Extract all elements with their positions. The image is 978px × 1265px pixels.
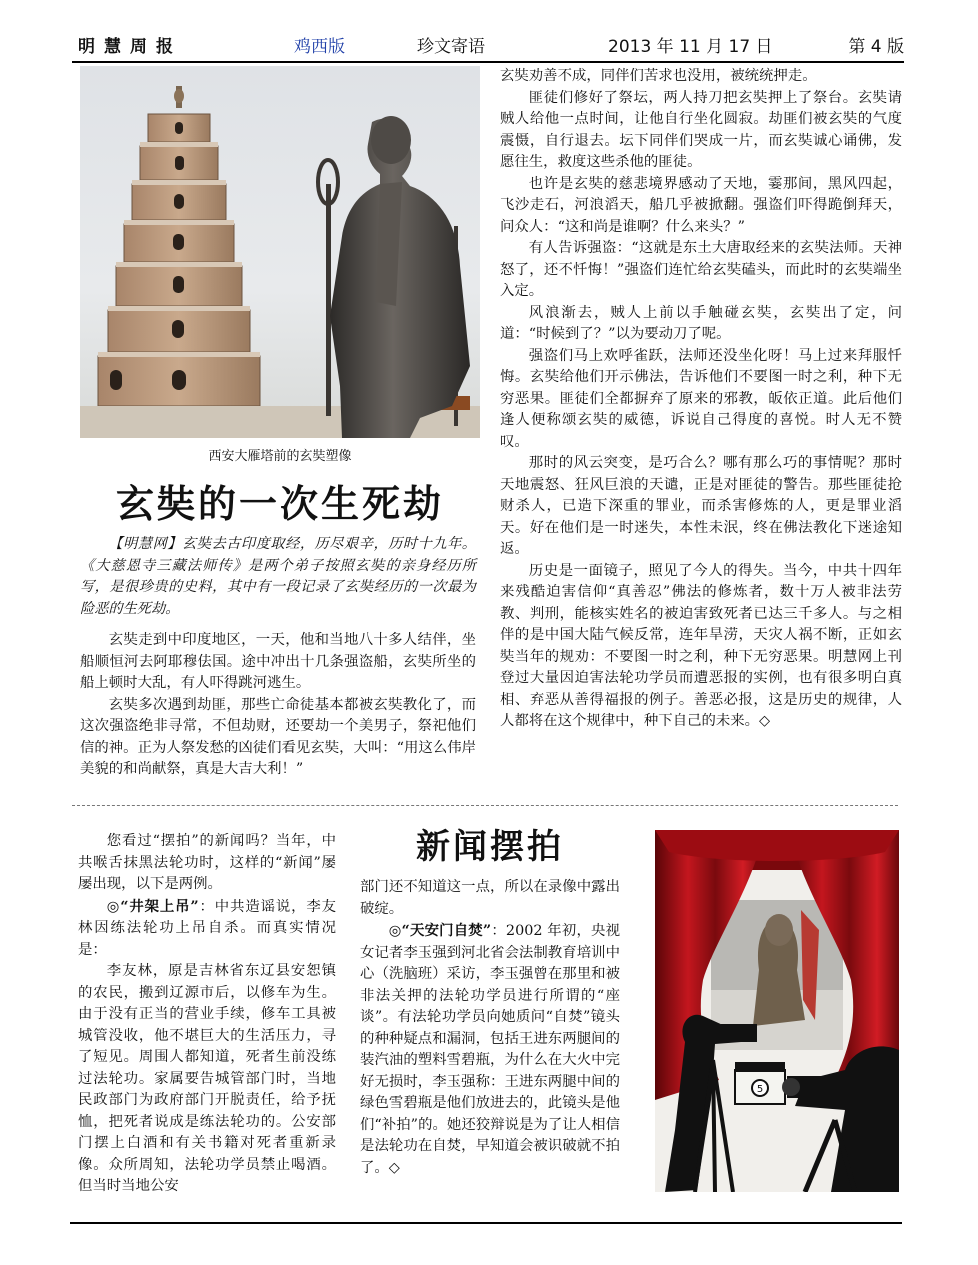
- section-divider: [72, 805, 898, 806]
- article-paragraph: 有人告诉强盗：“这就是东土大唐取经来的玄奘法师。天神怒了，还不忏悔！”强盗们连忙给玄奘磕头，而此时的玄奘端坐入定。: [500, 240, 902, 299]
- article-paragraph: 匪徒们修好了祭坛，两人持刀把玄奘押上了祭台。玄奘请贼人给他一点时间，让他自行坐化圆寂。劫匪们被玄奘的气度震慑，自行退去。坛下同伴们哭成一片，而玄奘诚心诵佛，发愿往生，救度这些杀他的匪徒。: [500, 89, 902, 170]
- issue-date: 2013 年 11 月 17 日: [608, 37, 773, 57]
- bullet-icon: ◎: [388, 923, 402, 939]
- newspaper-name: 明慧周报: [78, 37, 182, 57]
- clapper-number: 5: [756, 1084, 764, 1095]
- header-rule: [72, 61, 904, 63]
- article-paragraph: 玄奘多次遇到劫匪，那些亡命徒基本都被玄奘教化了，而这次强盗绝非寻常，不但劫财，还要劫一个美男子，祭祀他们信的神。正为人祭发愁的凶徒们看见玄奘，大叫：“用这么伟岸美貌的和尚献祭，真是大吉大利！”: [80, 696, 476, 777]
- bullet-icon: ◎: [106, 898, 121, 915]
- case1-body: 李友林，原是吉林省东辽县安恕镇的农民，搬到辽源市后，以修车为生。由于没有正当的营业手续，修车工具被城管没收，他不堪巨大的生活压力，寻了短见。周围人都知道，死者生前没练过法轮功。家属要告城管部门时，当地民政部门为政府部门开脱责任，给予抚恤，把死者说成是练法轮功的。公安部门摆上白酒和有关书籍对死者重新录像。众所周知，法轮功学员禁止喝酒。但当时当地公安: [78, 963, 336, 1194]
- case1-continuation: 部门还不知道这一点，所以在录像中露出破绽。: [360, 879, 620, 917]
- article-paragraph: 也许是玄奘的慈悲境界感动了天地，霎那间，黑风四起，飞沙走石，河浪滔天，船几乎被掀翻。强盗们吓得跪倒拜天，问众人：“这和尚是谁啊？什么来头？”: [500, 175, 902, 235]
- article-paragraph: 那时的风云突变，是巧合么？哪有那么巧的事情呢？那时天地震怒、狂风巨浪的天谴，正是对匪徒的警告。那些匪徒抢财杀人，已造下深重的罪业，而杀害修炼的人，更是罪业滔天。好在他们是一时迷失，本性未泯，终在佛法教化下迷途知返。: [500, 455, 902, 557]
- article-paragraph: 强盗们马上欢呼雀跃，法师还没坐化呀！马上过来拜服忏悔。玄奘给他们开示佛法，告诉他们不要图一时之利，种下无穷恶果。匪徒们全都摒弃了原来的邪教，皈依正道。此后他们逢人便称颂玄奘的威德，诉说自己得度的喜悦。时人无不赞叹。: [500, 347, 902, 450]
- film-set-illustration: [655, 830, 899, 1192]
- pagoda-statue-illustration: [80, 66, 480, 438]
- article2-intro: 您看过“摆拍”的新闻吗？当年，中共喉舌抹黑法轮功时，这样的“新闻”屡屡出现，以下是两例。: [78, 833, 336, 892]
- photo-caption: 西安大雁塔前的玄奘塑像: [208, 449, 352, 464]
- article-paragraph: 玄奘走到中印度地区，一天，他和当地八十多人结伴，坐船顺恒河去阿耶穆佉国。途中冲出十几条强盗船，玄奘所坐的船上顿时大乱，有人吓得跳河逃生。: [80, 632, 476, 691]
- case1-heading: [78, 896, 336, 962]
- article-right-column: [500, 66, 902, 733]
- section-label: 珍文寄语: [417, 37, 485, 57]
- case2-title: “天安门自焚”: [401, 922, 492, 939]
- footer-rule: [70, 1222, 902, 1224]
- article-headline: 玄奘的一次生死劫: [115, 482, 444, 526]
- case1-intro: ：中共造谣说，李友林因练法轮功上吊自杀。而真实情况是：: [78, 898, 336, 958]
- pagoda-statue-photo: [80, 66, 480, 438]
- article-paragraph: 历史是一面镜子，照见了今人的得失。当今，中共十四年来残酷迫害信仰“真善忍”佛法的修炼者，数十万人被非法劳教、判刑，能核实姓名的被迫害致死者已达三千多人。与之相伴的是中国大陆气候反常，连年旱涝，天灾人祸不断，正如玄奘当年的规劝：不要图一时之利，种下无穷恶果。明慧网上刊登过大量因迫害法轮功学员而遭恶报的实例，也有很多明白真相、弃恶从善得福报的例子。善恶必报，这是历史的规律，人人都将在这个规律中，种下自己的未来。◇: [500, 562, 902, 729]
- page-header: [72, 34, 904, 62]
- case2-body: ：2002 年初，央视女记者李玉强到河北省会法制教育培训中心（洗脑班）采访，李玉强曾在那里和被非法关押的法轮功学员进行所谓的“座谈”。有法轮功学员向她质问“自焚”镜头的种种疑点和漏洞，包括王进东两腿间的装汽油的塑料雪碧瓶，为什么在大火中完好无损时，李玉强称：王进东两腿中间的绿色雪碧瓶是他们放进去的，此镜头是他们“补拍”的。她还狡辩说是为了让人相信是法轮功在自焚，早知道会被识破就不拍了。◇: [360, 923, 621, 1176]
- article-paragraph: 风浪渐去，贼人上前以手触碰玄奘，玄奘出了定，问道：“时候到了？”以为要动刀了呢。: [500, 304, 902, 342]
- article-left-column: [80, 534, 476, 781]
- article-lead: 【明慧网】玄奘去古印度取经，历尽艰辛，历时十九年。《大慈恩寺三藏法师传》是两个弟子按照玄奘的亲身经历所写，是很珍贵的史料，其中有一段记录了玄奘经历的一次最为险恶的生死劫。: [80, 536, 476, 617]
- case2-paragraph: [360, 920, 620, 1179]
- article-headline-2: 新闻摆拍: [416, 827, 564, 867]
- page-number: 第 4 版: [848, 37, 904, 57]
- staged-filming-illustration: [655, 830, 899, 1192]
- case1-title: “井架上吊”: [120, 897, 199, 915]
- article2-middle-column: [360, 877, 620, 1179]
- edition-label: 鸡西版: [294, 37, 345, 57]
- article-continuation: 玄奘劝善不成，同伴们苦求也没用，被统统押走。: [500, 68, 817, 84]
- article2-left-column: [78, 831, 336, 1198]
